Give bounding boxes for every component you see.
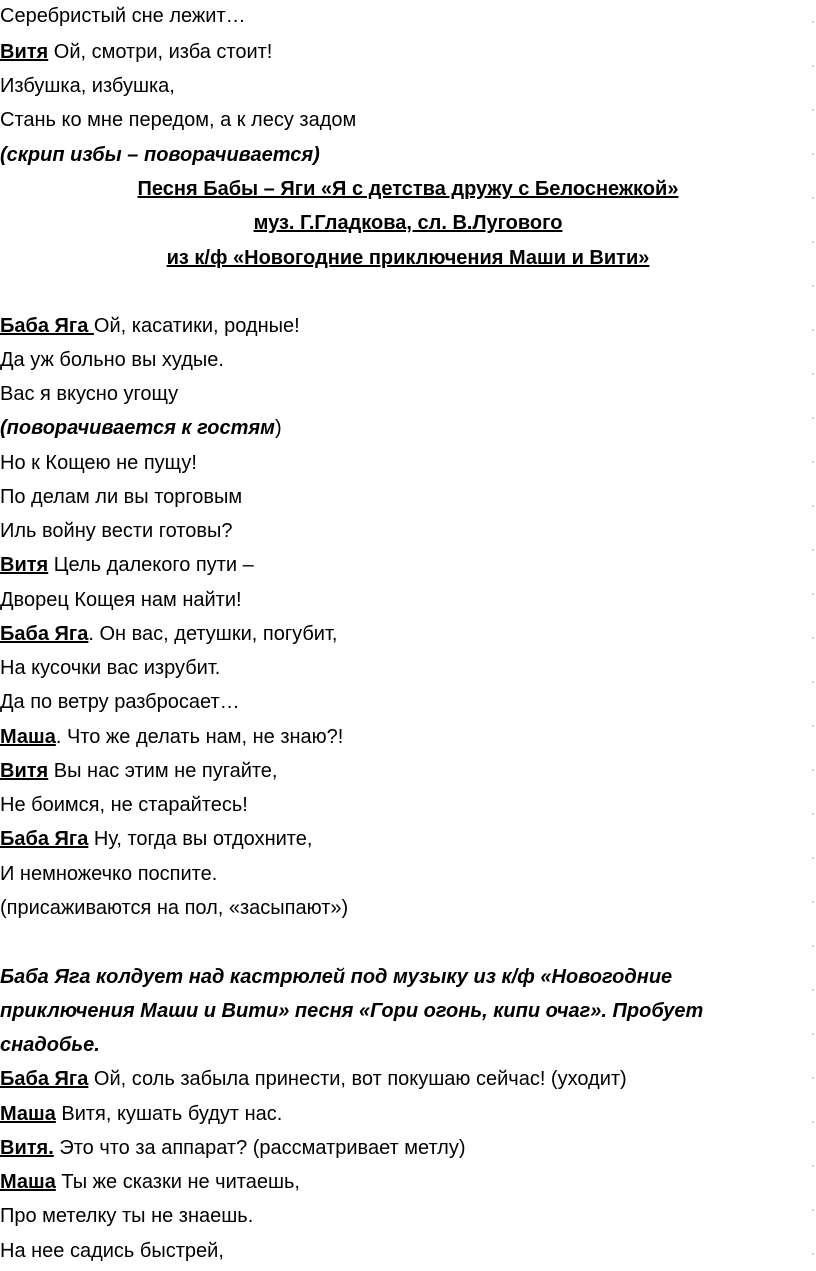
speaker-name: Баба Яга — [0, 315, 94, 337]
text-line — [0, 73, 800, 99]
text-line — [0, 895, 800, 921]
text-line — [0, 792, 800, 818]
song-source — [0, 245, 816, 271]
stage-direction — [0, 415, 800, 441]
line-text: Не боимся, не старайтесь! — [0, 794, 248, 816]
song-title — [0, 176, 816, 202]
speaker-name: Витя. — [0, 1137, 54, 1159]
line-text: (присаживаются на пол, «засыпают») — [0, 897, 349, 919]
line-text: Но к Кощею не пущу! — [0, 452, 197, 474]
dialogue-line — [0, 313, 800, 339]
dialogue-line — [0, 621, 800, 647]
speaker-name: Маша — [0, 1103, 56, 1125]
text-line — [0, 484, 800, 510]
dialogue-text: Ой, касатики, родные! — [93, 315, 300, 337]
line-text: По делам ли вы торговым — [0, 486, 243, 508]
line-text: На нее садись быстрей, — [0, 1240, 224, 1262]
line-text: И немножечко поспите. — [0, 863, 218, 885]
line-text: Дворец Кощея нам найти! — [0, 589, 242, 611]
dialogue-line — [0, 1066, 800, 1092]
speaker-name: Маша — [0, 1171, 56, 1193]
song-source-text: из к/ф «Новогодние приключения Маши и Вити» — [166, 247, 650, 269]
speaker-name: Витя — [0, 41, 49, 63]
song-title-text: Песня Бабы – Яги «Я с детства дружу с Белоснежкой» — [137, 178, 679, 200]
text-line — [0, 655, 800, 681]
stage-direction — [0, 142, 800, 168]
dialogue-text: Ты же сказки не читаешь, — [55, 1171, 300, 1193]
text-line — [0, 587, 800, 613]
page-edge-dots — [812, 0, 814, 1271]
line-text: Иль войну вести готовы? — [0, 520, 233, 542]
stage-direction — [0, 998, 800, 1024]
speaker-name: Баба Яга — [0, 828, 89, 850]
line-text: Вас я вкусно угощу — [0, 383, 179, 405]
line-text: Избушка, избушка, — [0, 75, 175, 97]
dialogue-text: Ой, смотри, изба стоит! — [48, 41, 273, 63]
stage-direction — [0, 1032, 800, 1058]
text-line — [0, 518, 800, 544]
dialogue-line — [0, 758, 800, 784]
line-text: Стань ко мне передом, а к лесу задом — [0, 109, 357, 131]
speaker-name: Баба Яга — [0, 1068, 89, 1090]
text-line — [0, 381, 800, 407]
dialogue-text: Цель далекого пути – — [48, 554, 254, 576]
text-line — [0, 1203, 800, 1229]
song-credits — [0, 210, 816, 236]
text-line — [0, 1238, 800, 1264]
stage-direction-text: поворачивается к гостям — [6, 417, 275, 439]
speaker-name: Витя — [0, 760, 49, 782]
stage-direction-text: (скрип избы – поворачивается) — [0, 144, 320, 166]
dialogue-text: Витя, кушать будут нас. — [55, 1103, 283, 1125]
dialogue-text: Ну, тогда вы отдохните, — [88, 828, 313, 850]
line-text: Да по ветру разбросает… — [0, 691, 240, 713]
line-text: Серебристый сне лежит… — [0, 5, 246, 27]
text-line — [0, 450, 800, 476]
stage-direction-text: снадобье. — [0, 1034, 100, 1056]
stage-paren-open: ( — [0, 417, 7, 439]
speaker-name: Маша — [0, 726, 56, 748]
text-line — [0, 347, 800, 373]
stage-direction — [0, 964, 800, 990]
dialogue-text: Ой, соль забыла принести, вот покушаю сейчас! (уходит) — [88, 1068, 627, 1090]
line-text: Про метелку ты не знаешь. — [0, 1205, 254, 1227]
text-line — [0, 107, 800, 133]
dialogue-text: Вы нас этим не пугайте, — [48, 760, 278, 782]
dialogue-text: . Он вас, детушки, погубит, — [88, 623, 338, 645]
dialogue-line — [0, 724, 800, 750]
text-line — [0, 689, 800, 715]
dialogue-line — [0, 552, 800, 578]
stage-direction-text: приключения Маши и Вити» песня «Гори огонь, кипи очаг». Пробует — [0, 1000, 704, 1022]
dialogue-line — [0, 1101, 800, 1127]
dialogue-line — [0, 39, 800, 65]
dialogue-line — [0, 1135, 800, 1161]
dialogue-line — [0, 1169, 800, 1195]
song-credits-text: муз. Г.Гладкова, сл. В.Лугового — [253, 212, 563, 234]
line-text: На кусочки вас изрубит. — [0, 657, 221, 679]
text-line — [0, 861, 800, 887]
stage-direction-text: Баба Яга колдует над кастрюлей под музыку из к/ф «Новогодние — [0, 966, 673, 988]
dialogue-text: . Что же делать нам, не знаю?! — [55, 726, 344, 748]
speaker-name: Витя — [0, 554, 49, 576]
text-line — [0, 3, 800, 29]
stage-paren-close: ) — [274, 417, 282, 439]
speaker-name: Баба Яга — [0, 623, 89, 645]
line-text: Да уж больно вы худые. — [0, 349, 224, 371]
dialogue-text: Это что за аппарат? (рассматривает метлу) — [53, 1137, 466, 1159]
dialogue-line — [0, 826, 800, 852]
